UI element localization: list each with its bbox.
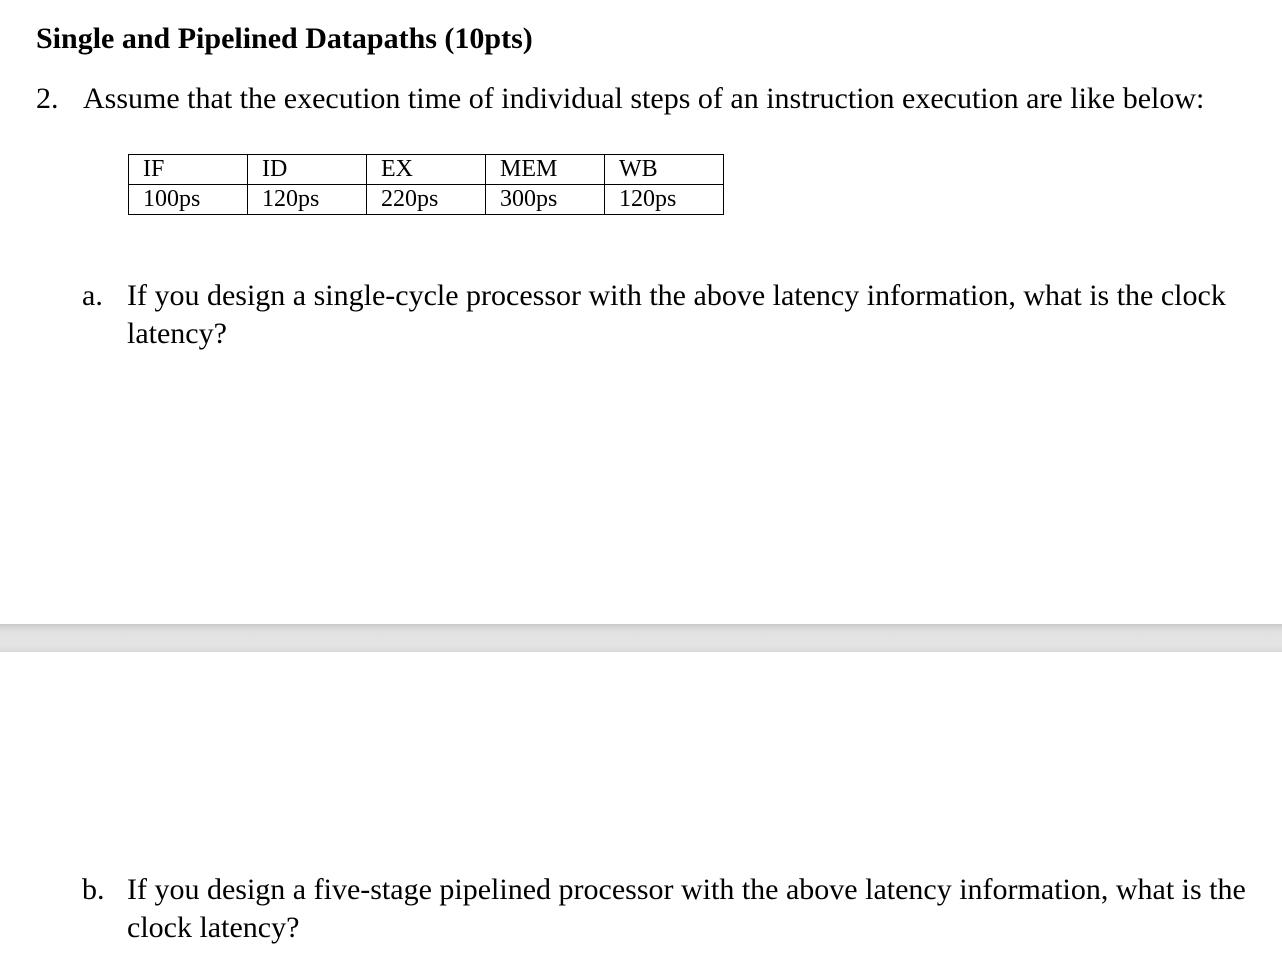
latency-cell-id: 120ps (248, 185, 367, 215)
question-number: 2. (36, 82, 59, 115)
latency-cell-mem: 300ps (486, 185, 605, 215)
stage-cell-if: IF (129, 155, 248, 185)
stage-cell-ex: EX (367, 155, 486, 185)
latency-row (129, 185, 724, 215)
part-a-text: If you design a single-cycle processor with the above latency information, what is the clock latency? (127, 279, 1226, 350)
latency-cell-if: 100ps (129, 185, 248, 215)
latency-table (128, 154, 724, 215)
page-break-divider (0, 624, 1282, 652)
latency-cell-ex: 220ps (367, 185, 486, 215)
part-b-text: If you design a five-stage pipelined processor with the above latency information, what is the clock latency? (127, 873, 1246, 944)
latency-cell-wb: 120ps (605, 185, 724, 215)
section-title: Single and Pipelined Datapaths (10pts) (36, 22, 533, 55)
part-b-label: b. (82, 873, 105, 906)
part-a-label: a. (82, 279, 103, 312)
stage-row (129, 155, 724, 185)
stage-cell-id: ID (248, 155, 367, 185)
question-text: Assume that the execution time of individual steps of an instruction execution are like below: (83, 82, 1205, 115)
stage-cell-mem: MEM (486, 155, 605, 185)
stage-cell-wb: WB (605, 155, 724, 185)
